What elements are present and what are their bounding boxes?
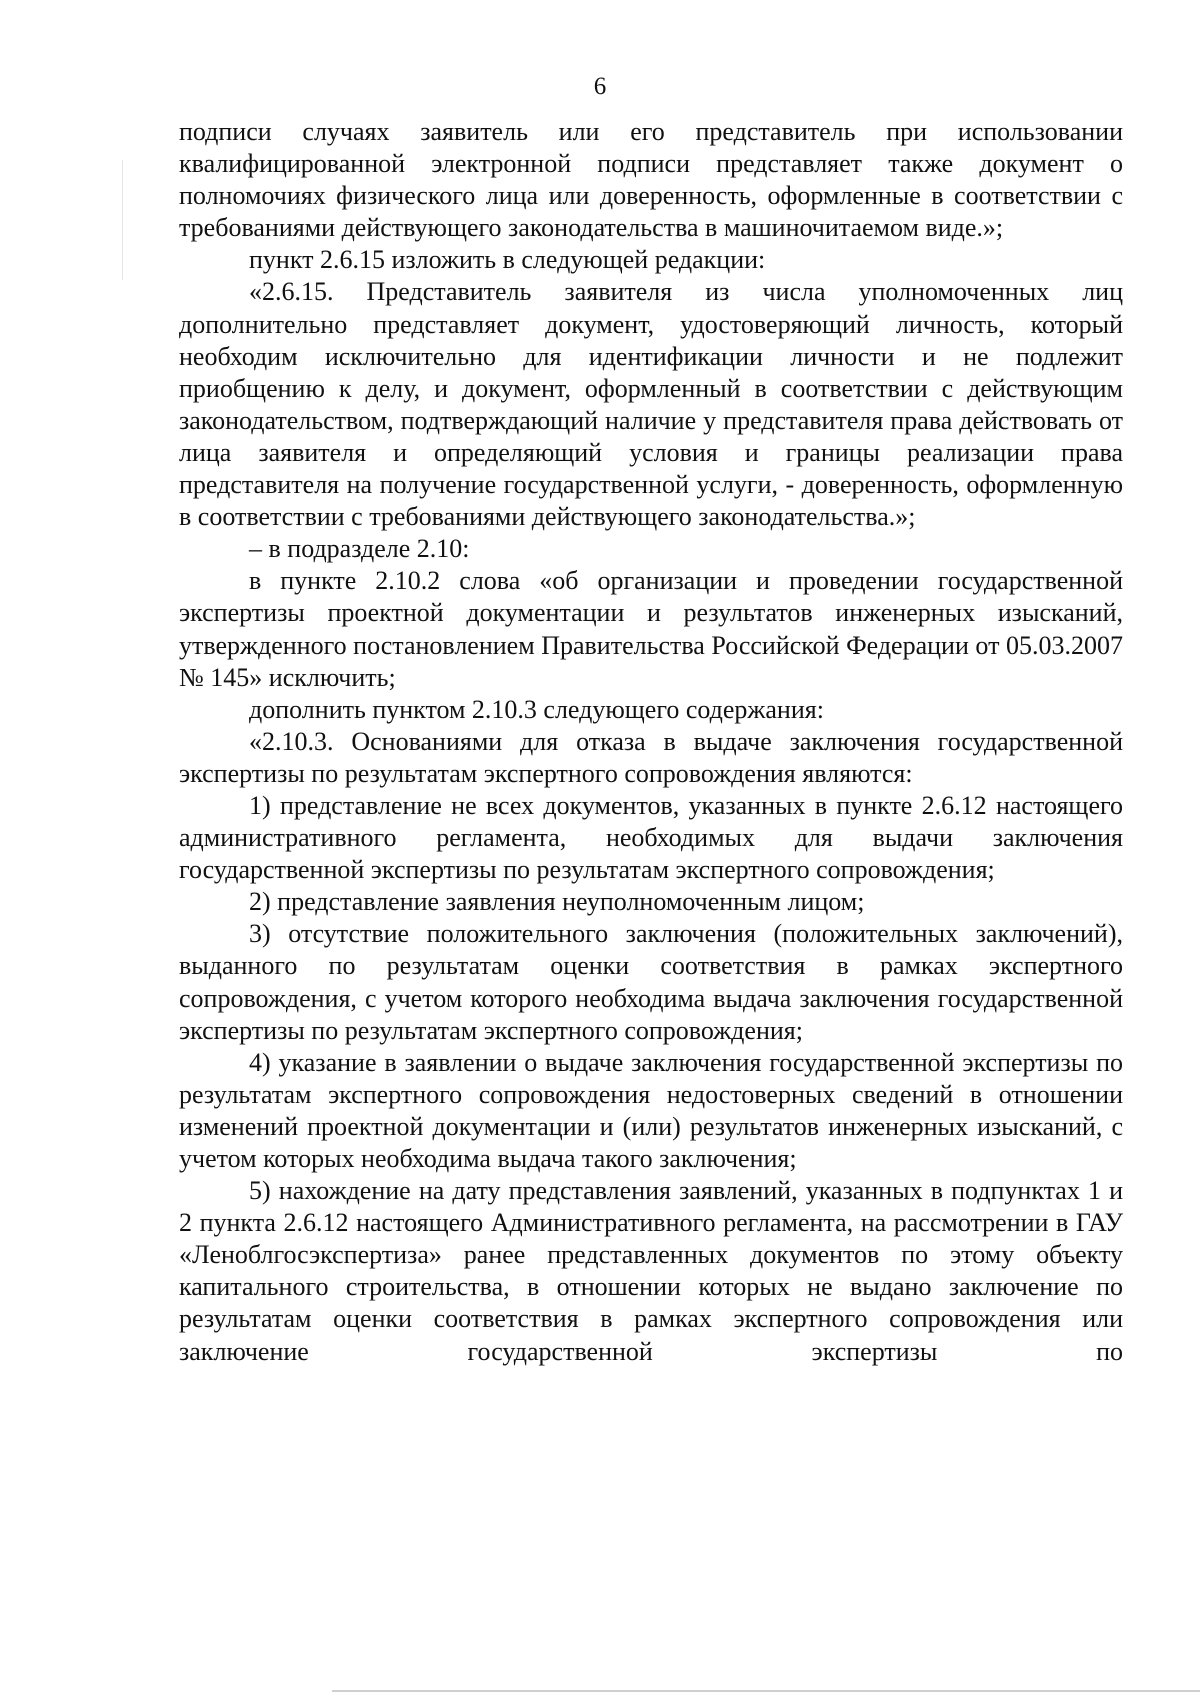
list-item-5: 5) нахождение на дату представления заявлений, указанных в подпунктах 1 и 2 пункта 2.6.12 настоящего Административного регламента, на рассмотрении в ГАУ «Леноблгосэкспертиза» ранее представленных документов по этому объекту капитального строительства, в отношении которых не выдано заключение по результатам оценки соответствия в рамках экспертного сопровождения или заключение государственной экспертизы по: [179, 1176, 1123, 1366]
paragraph-amend-2-6-15: пункт 2.6.15 изложить в следующей редакции:: [249, 245, 766, 275]
list-item-3: 3) отсутствие положительного заключения (положительных заключений), выданного по результатам оценки соответствия в рамках экспертного сопровождения, с учетом которого необходима выдача заключения государственной экспертизы по результатам экспертного сопровождения;: [179, 919, 1123, 1045]
page-number: 6: [593, 73, 607, 100]
paragraph-add-2-10-3: дополнить пунктом 2.10.3 следующего содержания:: [249, 694, 824, 724]
paragraph-subsection-2-10: – в подразделе 2.10:: [249, 534, 470, 564]
paragraph-2-6-15-text: «2.6.15. Представитель заявителя из числа уполномоченных лиц дополнительно представляет документ, удостоверяющий личность, который необходим исключительно для идентификации личности и не подлежит приобщению к делу, и документ, оформленный в соответствии с действующим законодательством, подтверждающий наличие у представителя права действовать от лица заявителя и определяющий условия и границы реализации права представителя на получение государственной услуги, - доверенность, оформленную в соответствии с требованиями действующего законодательства.»;: [179, 277, 1123, 532]
paragraph-2-10-2: в пункте 2.10.2 слова «об организации и проведении государственной экспертизы проектной документации и результатов инженерных изысканий, утвержденного постановлением Правительства Российской Федерации от 05.03.2007 № 145» исключить;: [179, 566, 1123, 692]
list-item-4: 4) указание в заявлении о выдаче заключения государственной экспертизы по результатам экспертного сопровождения недостоверных сведений в отношении изменений проектной документации и (или) результатов инженерных изысканий, с учетом которых необходима выдача такого заключения;: [179, 1047, 1123, 1173]
scan-bottom-edge: [332, 1690, 1200, 1692]
paragraph-continuation: подписи случаях заявитель или его представитель при использовании квалифицированной электронной подписи представляет также документ о полномочиях физического лица или доверенность, оформленные в соответствии с требованиями действующего законодательства в машиночитаемом виде.»;: [179, 117, 1123, 243]
list-item-2: 2) представление заявления неуполномоченным лицом;: [249, 887, 865, 917]
list-item-1: 1) представление не всех документов, указанных в пункте 2.6.12 настоящего административного регламента, необходимых для выдачи заключения государственной экспертизы по результатам экспертного сопровождения;: [179, 790, 1123, 885]
document-body: [179, 116, 1123, 1368]
scan-margin-mark: [122, 160, 123, 280]
paragraph-2-10-3-text: «2.10.3. Основаниями для отказа в выдаче заключения государственной экспертизы по результатам экспертного сопровождения являются:: [179, 726, 1123, 788]
